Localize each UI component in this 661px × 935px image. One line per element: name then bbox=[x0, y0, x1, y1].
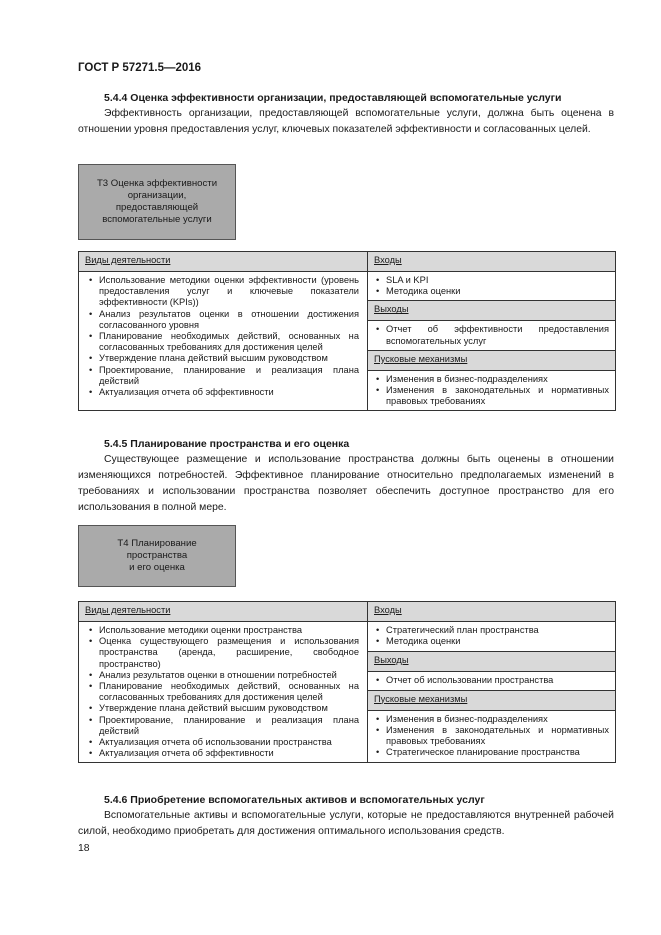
inputs-header: Входы bbox=[374, 255, 402, 265]
list-item: • Проектирование, планирование и реализация плана действий bbox=[89, 715, 359, 737]
list-item: • Актуализация отчета об эффективности bbox=[89, 748, 359, 759]
activities-header-cell bbox=[79, 602, 368, 622]
outputs-cell bbox=[368, 672, 616, 691]
outputs-cell bbox=[368, 321, 616, 350]
paragraph-text: Эффективность организации, предоставляющей вспомогательные услуги, должна быть оценена в отношении уровня предоставления услуг, ключевых показателей эффективности и согласованных целей. bbox=[78, 108, 614, 135]
list-item: • Изменения в бизнес-подразделениях bbox=[376, 714, 609, 725]
inputs-list bbox=[376, 625, 609, 647]
inputs-header: Входы bbox=[374, 605, 402, 615]
activities-header: Виды деятельности bbox=[85, 255, 171, 265]
list-item: • Утверждение плана действий высшим руководством bbox=[89, 703, 359, 714]
activities-list bbox=[89, 625, 359, 759]
section-paragraph-5-4-5 bbox=[78, 452, 614, 516]
outputs-header: Выходы bbox=[374, 304, 409, 315]
section-paragraph-5-4-6 bbox=[78, 808, 614, 840]
triggers-list bbox=[376, 714, 609, 759]
triggers-list bbox=[376, 374, 609, 408]
list-item: • Стратегический план пространства bbox=[376, 625, 609, 636]
section-title-5-4-6: 5.4.6 Приобретение вспомогательных активов и вспомогательных услуг bbox=[104, 794, 485, 806]
list-item: • Изменения в законодательных и нормативных правовых требованиях bbox=[376, 725, 609, 747]
section-paragraph-5-4-4 bbox=[78, 106, 614, 138]
list-item: • Использование методики оценки пространства bbox=[89, 625, 359, 636]
paragraph-text: Вспомогательные активы и вспомогательные услуги, которые не предоставляются внутренней рабочей силой, необходимо приобретать для достижения оптимального использования средств. bbox=[78, 810, 614, 837]
triggers-header: Пусковые механизмы bbox=[374, 353, 468, 364]
triggers-header-cell bbox=[368, 690, 616, 710]
inputs-list bbox=[376, 275, 609, 297]
activities-cell bbox=[79, 272, 368, 411]
triggers-cell bbox=[368, 710, 616, 763]
triggers-cell bbox=[368, 370, 616, 411]
activity-table-t4 bbox=[78, 601, 616, 763]
inputs-header-cell bbox=[368, 602, 616, 622]
activity-table-t3 bbox=[78, 251, 616, 411]
list-item: • Изменения в бизнес-подразделениях bbox=[376, 374, 609, 385]
list-item: • Проектирование, планирование и реализация плана действий bbox=[89, 365, 359, 387]
list-item: • SLA и KPI bbox=[376, 275, 609, 286]
list-item: • Анализ результатов оценки в отношении потребностей bbox=[89, 670, 359, 681]
inputs-cell bbox=[368, 622, 616, 652]
outputs-header-cell bbox=[368, 652, 616, 672]
list-item: • Стратегическое планирование пространства bbox=[376, 747, 609, 758]
paragraph-text: Существующее размещение и использование пространства должны быть оценены в отношении изменяющихся потребностей. Эффективное планирование относительно предполагаемых изменений в требованиях и использовании пространства позволяет обеспечить доступное пространство для его использования в полной мере. bbox=[78, 454, 614, 513]
outputs-header: Выходы bbox=[374, 655, 409, 665]
process-box-t3 bbox=[78, 164, 236, 240]
inputs-header-cell bbox=[368, 252, 616, 272]
list-item: • Планирование необходимых действий, основанных на согласованных требованиях для достижения целей bbox=[89, 681, 359, 703]
section-title-5-4-5: 5.4.5 Планирование пространства и его оценка bbox=[104, 438, 350, 450]
outputs-header-cell bbox=[368, 301, 616, 321]
process-box-label: Т4 Планирование пространства и его оценка bbox=[117, 538, 197, 573]
outputs-list bbox=[376, 675, 609, 686]
list-item: • Утверждение плана действий высшим руководством bbox=[89, 353, 359, 364]
list-item: • Методика оценки bbox=[376, 286, 609, 297]
document-id: ГОСТ Р 57271.5—2016 bbox=[78, 62, 202, 74]
triggers-header-cell bbox=[368, 350, 616, 370]
list-item: • Актуализация отчета об использовании пространства bbox=[89, 737, 359, 748]
list-item: • Актуализация отчета об эффективности bbox=[89, 387, 359, 398]
activities-header-cell bbox=[79, 252, 368, 272]
list-item: • Методика оценки bbox=[376, 636, 609, 647]
list-item: • Отчет об эффективности предоставления вспомогательных услуг bbox=[376, 324, 609, 346]
activities-header: Виды деятельности bbox=[85, 605, 171, 615]
list-item: • Анализ результатов оценки в отношении достижения согласованного уровня bbox=[89, 309, 359, 331]
activities-cell bbox=[79, 622, 368, 763]
list-item: • Планирование необходимых действий, основанных на согласованных требованиях для достижения целей bbox=[89, 331, 359, 353]
page-number: 18 bbox=[78, 843, 90, 854]
list-item: • Оценка существующего размещения и использования пространства (аренда, расширение, свободное пространство) bbox=[89, 636, 359, 670]
process-box-t4 bbox=[78, 525, 236, 587]
section-title-5-4-4: 5.4.4 Оценка эффективности организации, предоставляющей вспомогательные услуги bbox=[104, 92, 562, 104]
list-item: • Отчет об использовании пространства bbox=[376, 675, 609, 686]
activities-list bbox=[89, 275, 359, 398]
outputs-list bbox=[376, 324, 609, 346]
triggers-header: Пусковые механизмы bbox=[374, 693, 468, 704]
list-item: • Изменения в законодательных и нормативных правовых требованиях bbox=[376, 385, 609, 407]
inputs-cell bbox=[368, 272, 616, 301]
process-box-label: Т3 Оценка эффективности организации, предоставляющей вспомогательные услуги bbox=[96, 178, 218, 225]
list-item: • Использование методики оценки эффективности (уровень предоставления услуг и ключевые показатели эффективности (KPIs)) bbox=[89, 275, 359, 309]
